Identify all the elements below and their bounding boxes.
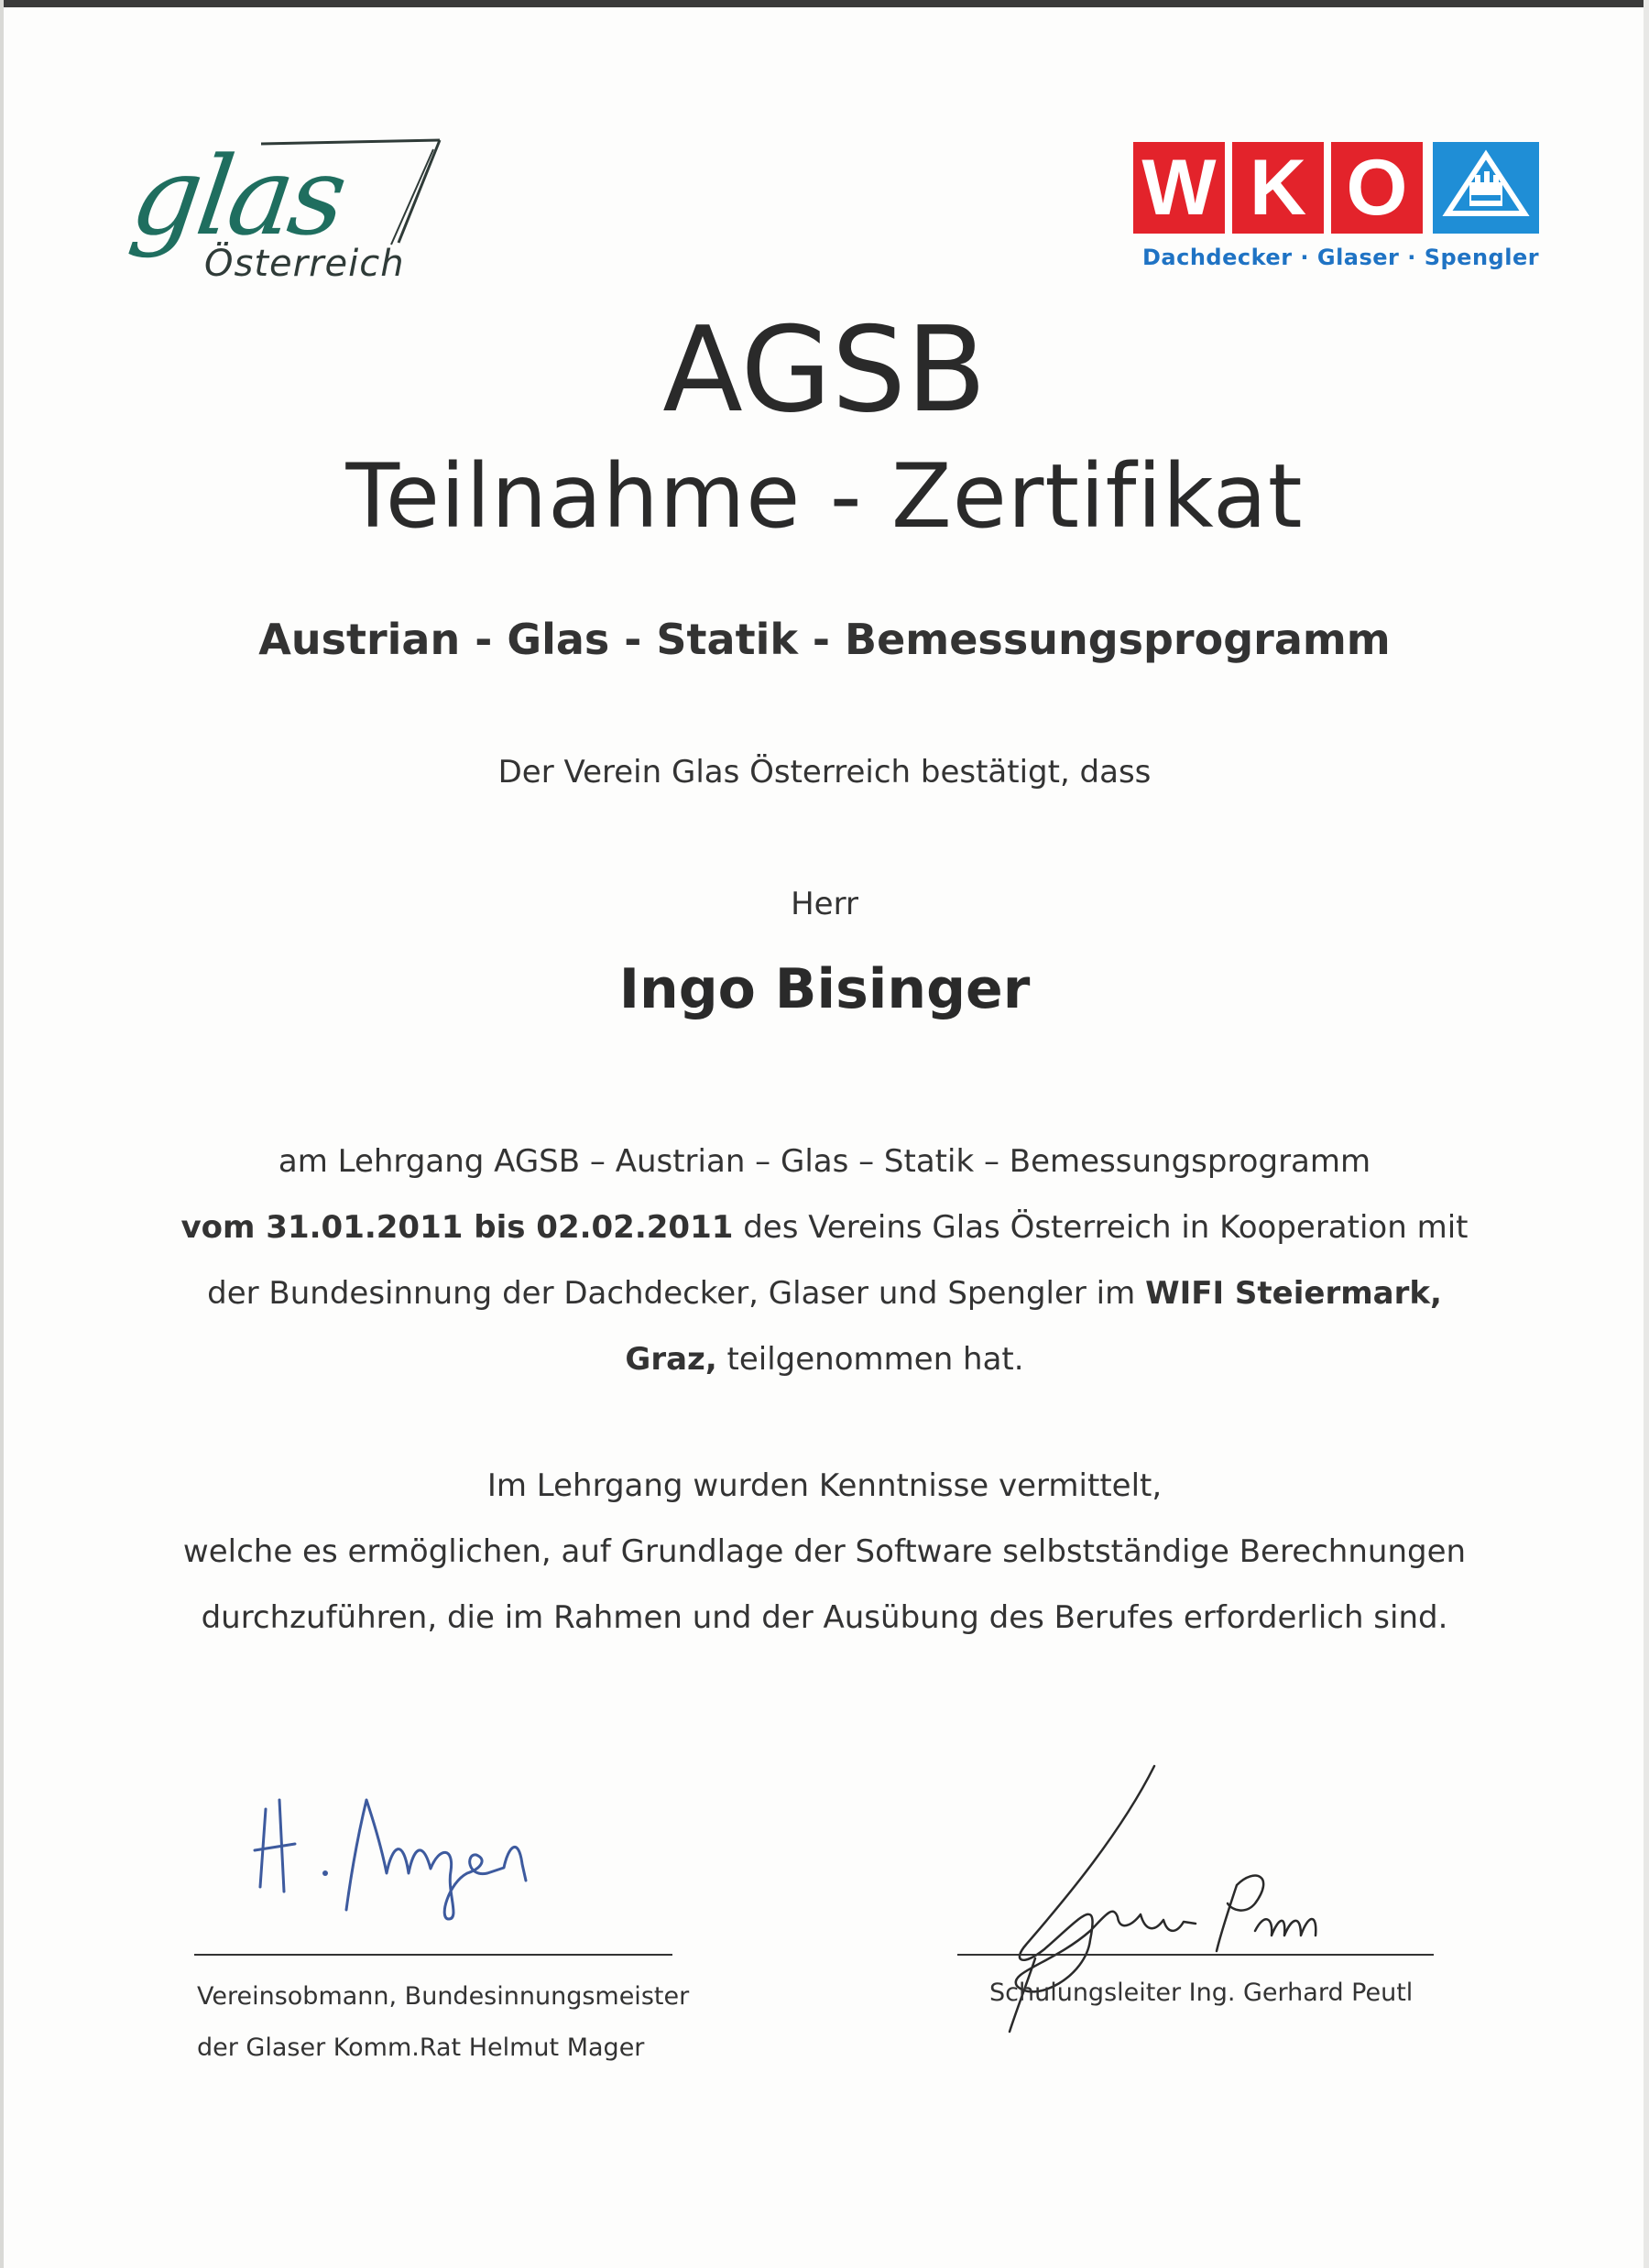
course-location: WIFI Steiermark, bbox=[1145, 1275, 1442, 1312]
course-city: Graz, bbox=[625, 1341, 717, 1378]
course-line-1: am Lehrgang AGSB – Austrian – Glas – Statik – Bemessungsprogramm bbox=[278, 1143, 1371, 1180]
signature-mager bbox=[247, 1772, 550, 1937]
handwritten-signature-mager bbox=[247, 1772, 550, 1937]
salutation: Herr bbox=[791, 886, 858, 922]
knowledge-line-2: welche es ermöglichen, auf Grundlage der Software selbstständige Berechnungen bbox=[182, 1533, 1467, 1570]
glas-logo-word: glas bbox=[124, 133, 351, 259]
confirmation-intro: Der Verein Glas Österreich bestätigt, dass bbox=[497, 754, 1152, 791]
signature-line-left bbox=[194, 1954, 672, 1956]
course-line-4 bbox=[0, 1326, 1649, 1392]
wko-logo bbox=[1133, 142, 1540, 279]
course-line-3-pre: der Bundesinnung der Dachdecker, Glaser und Spengler im bbox=[207, 1275, 1146, 1312]
signature-caption-left-line-2: der Glaser Komm.Rat Helmut Mager bbox=[197, 2034, 645, 2062]
course-line-3 bbox=[0, 1260, 1649, 1326]
course-paragraph bbox=[0, 1129, 1649, 1392]
signature-caption-left bbox=[197, 1971, 689, 2074]
wko-house-icon bbox=[1433, 142, 1539, 234]
signature-caption-right: Schulungsleiter Ing. Gerhard Peutl bbox=[989, 1979, 1414, 2007]
wko-tagline: Dachdecker · Glaser · Spengler bbox=[1142, 245, 1540, 270]
course-dates: vom 31.01.2011 bis 02.02.2011 bbox=[180, 1209, 734, 1246]
program-name: Austrian - Glas - Statik - Bemessungsprogramm bbox=[258, 615, 1391, 664]
course-line-2 bbox=[0, 1194, 1649, 1260]
knowledge-paragraph bbox=[0, 1453, 1649, 1651]
wko-letter-o: O bbox=[1331, 142, 1423, 234]
certificate-subtitle: Teilnahme - Zertifikat bbox=[345, 445, 1304, 548]
course-line-4-rest: teilgenommen hat. bbox=[716, 1341, 1024, 1378]
certificate-title: AGSB bbox=[662, 302, 987, 439]
signature-line-right bbox=[957, 1954, 1434, 1956]
top-border bbox=[0, 0, 1649, 7]
wko-letter-k: K bbox=[1232, 142, 1324, 234]
glas-oesterreich-logo bbox=[124, 133, 453, 298]
knowledge-line-1: Im Lehrgang wurden Kenntnisse vermittelt, bbox=[486, 1467, 1163, 1504]
glas-logo-subtitle: Österreich bbox=[204, 243, 405, 285]
participant-name: Ingo Bisinger bbox=[618, 957, 1031, 1021]
signature-caption-left-line-1: Vereinsobmann, Bundesinnungsmeister bbox=[197, 1982, 690, 2011]
knowledge-line-3: durchzuführen, die im Rahmen und der Ausübung des Berufes erforderlich sind. bbox=[201, 1599, 1448, 1636]
wko-letter-w: W bbox=[1133, 142, 1225, 234]
wko-emblem bbox=[1433, 142, 1539, 234]
course-line-2-rest: des Vereins Glas Österreich in Kooperation mit bbox=[733, 1209, 1469, 1246]
